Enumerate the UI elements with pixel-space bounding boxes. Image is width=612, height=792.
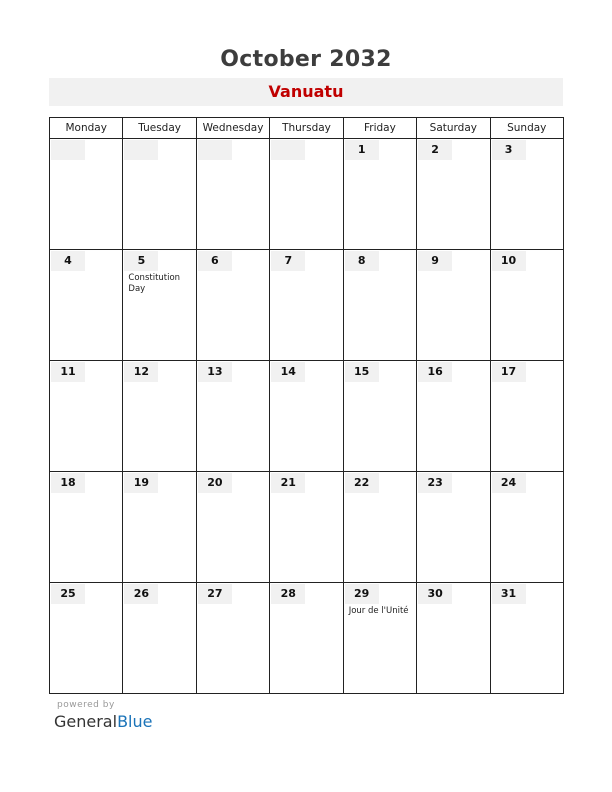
day-number: 31 <box>492 584 526 604</box>
day-number: 15 <box>345 362 379 382</box>
day-cell <box>490 361 563 472</box>
day-number: 27 <box>198 584 232 604</box>
country-name: Vanuatu <box>49 78 563 106</box>
weekday-header: Thursday <box>270 118 343 139</box>
weekday-header: Wednesday <box>196 118 269 139</box>
day-cell <box>343 583 416 694</box>
week-row <box>50 250 564 361</box>
day-cell <box>50 250 123 361</box>
weekday-header: Tuesday <box>123 118 196 139</box>
day-number: 9 <box>418 251 452 271</box>
day-cell <box>196 139 269 250</box>
day-number: 23 <box>418 473 452 493</box>
day-cell <box>123 139 196 250</box>
day-number: 29 <box>345 584 379 604</box>
weekday-header: Friday <box>343 118 416 139</box>
day-number: 14 <box>271 362 305 382</box>
day-number: 16 <box>418 362 452 382</box>
day-cell <box>343 361 416 472</box>
day-cell <box>270 361 343 472</box>
day-cell <box>123 361 196 472</box>
calendar-body <box>50 139 564 694</box>
day-number: 2 <box>418 140 452 160</box>
day-number: 25 <box>51 584 85 604</box>
day-number: 6 <box>198 251 232 271</box>
day-number: 28 <box>271 584 305 604</box>
holiday-label: Jour de l'Unité <box>348 606 409 616</box>
day-number: 11 <box>51 362 85 382</box>
day-number: 30 <box>418 584 452 604</box>
week-row <box>50 361 564 472</box>
day-cell <box>417 250 490 361</box>
week-row <box>50 472 564 583</box>
day-cell <box>490 472 563 583</box>
day-cell <box>270 139 343 250</box>
day-number: 26 <box>124 584 158 604</box>
day-number: 3 <box>492 140 526 160</box>
day-cell <box>50 472 123 583</box>
day-number: 22 <box>345 473 379 493</box>
day-cell <box>123 583 196 694</box>
day-number: 18 <box>51 473 85 493</box>
day-cell <box>490 250 563 361</box>
day-number <box>51 140 85 160</box>
day-number: 4 <box>51 251 85 271</box>
day-number: 7 <box>271 251 305 271</box>
day-cell <box>196 250 269 361</box>
day-cell <box>417 361 490 472</box>
day-cell <box>343 250 416 361</box>
day-number: 24 <box>492 473 526 493</box>
day-cell <box>50 583 123 694</box>
weekday-header-row <box>50 118 564 139</box>
day-number: 5 <box>124 251 158 271</box>
day-number: 8 <box>345 251 379 271</box>
day-number: 1 <box>345 140 379 160</box>
day-cell <box>270 250 343 361</box>
day-number <box>271 140 305 160</box>
brand-general: General <box>54 712 118 731</box>
holiday-label: Constitution Day <box>128 273 181 294</box>
day-number: 19 <box>124 473 158 493</box>
day-cell <box>270 472 343 583</box>
day-number: 12 <box>124 362 158 382</box>
day-number: 20 <box>198 473 232 493</box>
calendar-grid <box>49 117 564 694</box>
day-number <box>124 140 158 160</box>
week-row <box>50 139 564 250</box>
week-row <box>50 583 564 694</box>
day-cell <box>50 361 123 472</box>
weekday-header: Saturday <box>417 118 490 139</box>
day-number: 13 <box>198 362 232 382</box>
page-title: October 2032 <box>220 47 392 72</box>
weekday-header: Monday <box>50 118 123 139</box>
day-cell <box>417 583 490 694</box>
day-number <box>198 140 232 160</box>
day-cell <box>490 583 563 694</box>
brand-blue: Blue <box>117 712 153 731</box>
day-cell <box>490 139 563 250</box>
day-number: 21 <box>271 473 305 493</box>
day-cell <box>196 583 269 694</box>
day-cell <box>343 139 416 250</box>
weekday-header: Sunday <box>490 118 563 139</box>
day-cell <box>123 472 196 583</box>
day-cell <box>417 139 490 250</box>
powered-by-text: powered by <box>57 700 115 710</box>
day-cell <box>417 472 490 583</box>
day-cell <box>343 472 416 583</box>
day-cell <box>196 472 269 583</box>
day-cell <box>270 583 343 694</box>
day-cell <box>123 250 196 361</box>
day-cell <box>50 139 123 250</box>
day-number: 17 <box>492 362 526 382</box>
day-cell <box>196 361 269 472</box>
day-number: 10 <box>492 251 526 271</box>
generalblue-logo[interactable] <box>54 712 152 731</box>
